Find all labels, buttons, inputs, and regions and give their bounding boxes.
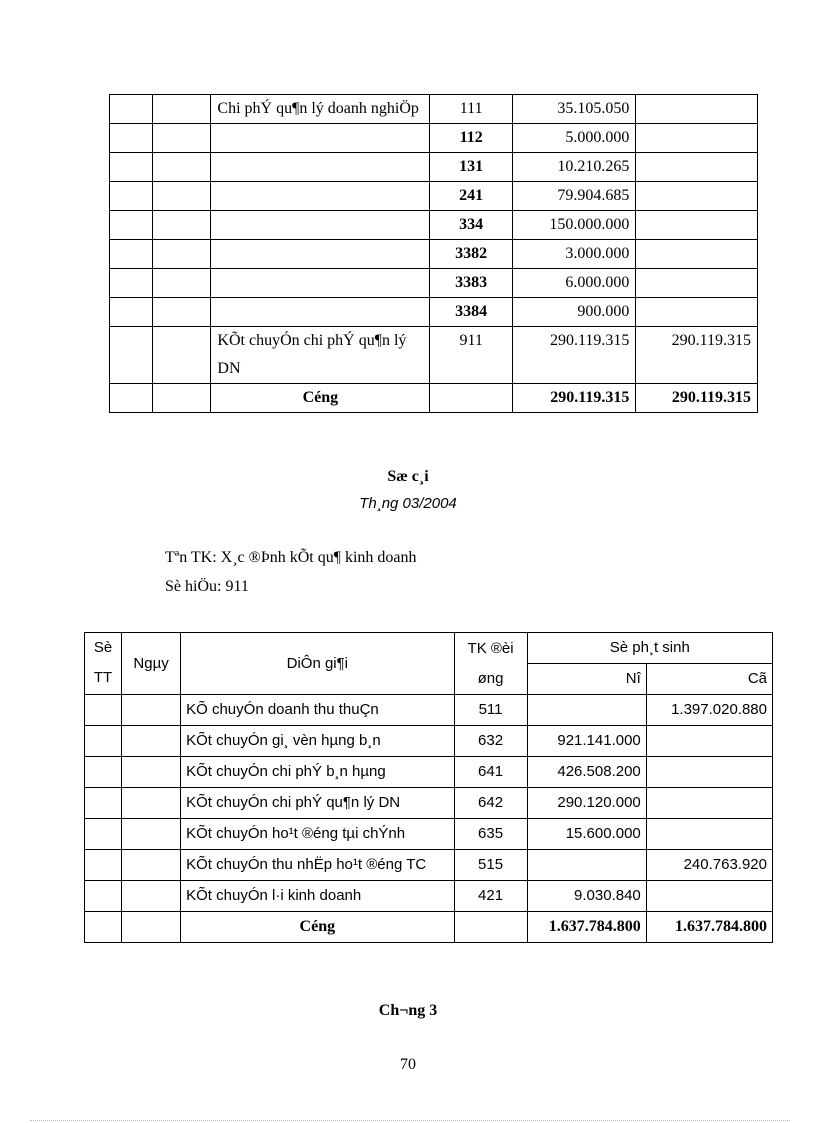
row-account: 511 — [454, 695, 527, 726]
header-description: DiÔn gi¶i — [181, 633, 454, 695]
row-description: Chi phÝ qu¶n lý doanh nghiÖp — [211, 95, 430, 124]
total-label: Céng — [181, 912, 454, 943]
row-account: 911 — [430, 327, 513, 384]
row-credit — [636, 95, 758, 124]
header-stt: Sè TT — [85, 633, 122, 695]
account-name: Tªn TK: X¸c ®Þnh kÕt qu¶ kinh doanh — [165, 549, 417, 566]
row-credit — [646, 788, 772, 819]
row-credit — [636, 298, 758, 327]
row-credit: 240.763.920 — [646, 850, 772, 881]
row-credit — [646, 726, 772, 757]
row-debit — [527, 850, 646, 881]
row-debit: 921.141.000 — [527, 726, 646, 757]
row-account: 515 — [454, 850, 527, 881]
table-row — [85, 726, 773, 757]
row-credit — [636, 211, 758, 240]
row-debit: 290.119.315 — [513, 327, 636, 384]
header-date: Ngµy — [122, 633, 181, 695]
row-description: KÕt chuyÓn ho¹t ®éng tµi chÝnh — [181, 819, 454, 850]
table-row — [85, 757, 773, 788]
row-credit — [646, 881, 772, 912]
account-number: Sè hiÖu: 911 — [165, 578, 249, 595]
table-row — [110, 95, 758, 124]
row-debit: 79.904.685 — [513, 182, 636, 211]
total-credit: 290.119.315 — [636, 384, 758, 413]
total-debit: 290.119.315 — [513, 384, 636, 413]
row-description: KÕt chuyÓn chi phÝ qu¶n lý DN — [181, 788, 454, 819]
row-description — [211, 298, 430, 327]
row-description — [211, 124, 430, 153]
table-row — [85, 850, 773, 881]
table-row — [110, 153, 758, 182]
row-account: 421 — [454, 881, 527, 912]
row-account: 3384 — [430, 298, 513, 327]
ledger-911-table — [84, 632, 773, 943]
row-debit: 5.000.000 — [513, 124, 636, 153]
total-credit: 1.637.784.800 — [646, 912, 772, 943]
table-row — [110, 240, 758, 269]
row-debit: 15.600.000 — [527, 819, 646, 850]
row-description: KÕt chuyÓn chi phÝ qu¶n lý DN — [211, 327, 430, 384]
row-account: 112 — [430, 124, 513, 153]
row-description: KÕt chuyÓn gi¸ vèn hµng b¸n — [181, 726, 454, 757]
row-debit: 10.210.265 — [513, 153, 636, 182]
row-credit — [636, 240, 758, 269]
row-account: 641 — [454, 757, 527, 788]
ledger-month: Th¸ng 03/2004 — [359, 495, 457, 512]
row-account: 111 — [430, 95, 513, 124]
row-credit: 290.119.315 — [636, 327, 758, 384]
row-credit — [636, 182, 758, 211]
row-account: 131 — [430, 153, 513, 182]
row-debit — [527, 695, 646, 726]
chapter-heading: Ch¬ng 3 — [378, 1002, 438, 1019]
row-debit: 290.120.000 — [527, 788, 646, 819]
row-debit: 35.105.050 — [513, 95, 636, 124]
row-credit — [646, 819, 772, 850]
row-description — [211, 153, 430, 182]
row-credit: 1.397.020.880 — [646, 695, 772, 726]
total-debit: 1.637.784.800 — [527, 912, 646, 943]
table-row — [110, 124, 758, 153]
table-row — [110, 327, 758, 384]
row-account: 3383 — [430, 269, 513, 298]
row-credit — [636, 153, 758, 182]
header-account: TK ®èi øng — [454, 633, 527, 695]
row-description — [211, 269, 430, 298]
row-credit — [646, 757, 772, 788]
header-debit: Nî — [527, 664, 646, 695]
row-account: 642 — [454, 788, 527, 819]
header-credit: Cã — [646, 664, 772, 695]
row-debit: 900.000 — [513, 298, 636, 327]
row-description: KÕ chuyÓn doanh thu thuÇn — [181, 695, 454, 726]
table-row — [110, 298, 758, 327]
row-description — [211, 240, 430, 269]
row-description — [211, 211, 430, 240]
row-account: 3382 — [430, 240, 513, 269]
row-account: 632 — [454, 726, 527, 757]
table-row — [85, 695, 773, 726]
row-description: KÕt chuyÓn chi phÝ b¸n hµng — [181, 757, 454, 788]
row-debit: 3.000.000 — [513, 240, 636, 269]
table-row — [110, 211, 758, 240]
row-description: KÕt chuyÓn l·i kinh doanh — [181, 881, 454, 912]
row-account: 635 — [454, 819, 527, 850]
total-label: Céng — [211, 384, 430, 413]
row-credit — [636, 124, 758, 153]
general-ledger-table-top — [109, 94, 758, 413]
row-description — [211, 182, 430, 211]
total-row — [110, 384, 758, 413]
table-row — [85, 819, 773, 850]
header-row — [85, 633, 773, 664]
row-account: 334 — [430, 211, 513, 240]
table-row — [110, 269, 758, 298]
ledger-title: Sæ c¸i — [387, 468, 429, 485]
page-number: 70 — [400, 1056, 416, 1073]
table-row — [110, 182, 758, 211]
row-debit: 150.000.000 — [513, 211, 636, 240]
table-row — [85, 788, 773, 819]
row-debit: 9.030.840 — [527, 881, 646, 912]
page-bottom-rule — [30, 1120, 790, 1121]
row-account: 241 — [430, 182, 513, 211]
row-description: KÕt chuyÓn thu nhËp ho¹t ®éng TC — [181, 850, 454, 881]
header-amount: Sè ph¸t sinh — [527, 633, 772, 664]
row-debit: 6.000.000 — [513, 269, 636, 298]
total-row — [85, 912, 773, 943]
row-debit: 426.508.200 — [527, 757, 646, 788]
row-credit — [636, 269, 758, 298]
table-row — [85, 881, 773, 912]
